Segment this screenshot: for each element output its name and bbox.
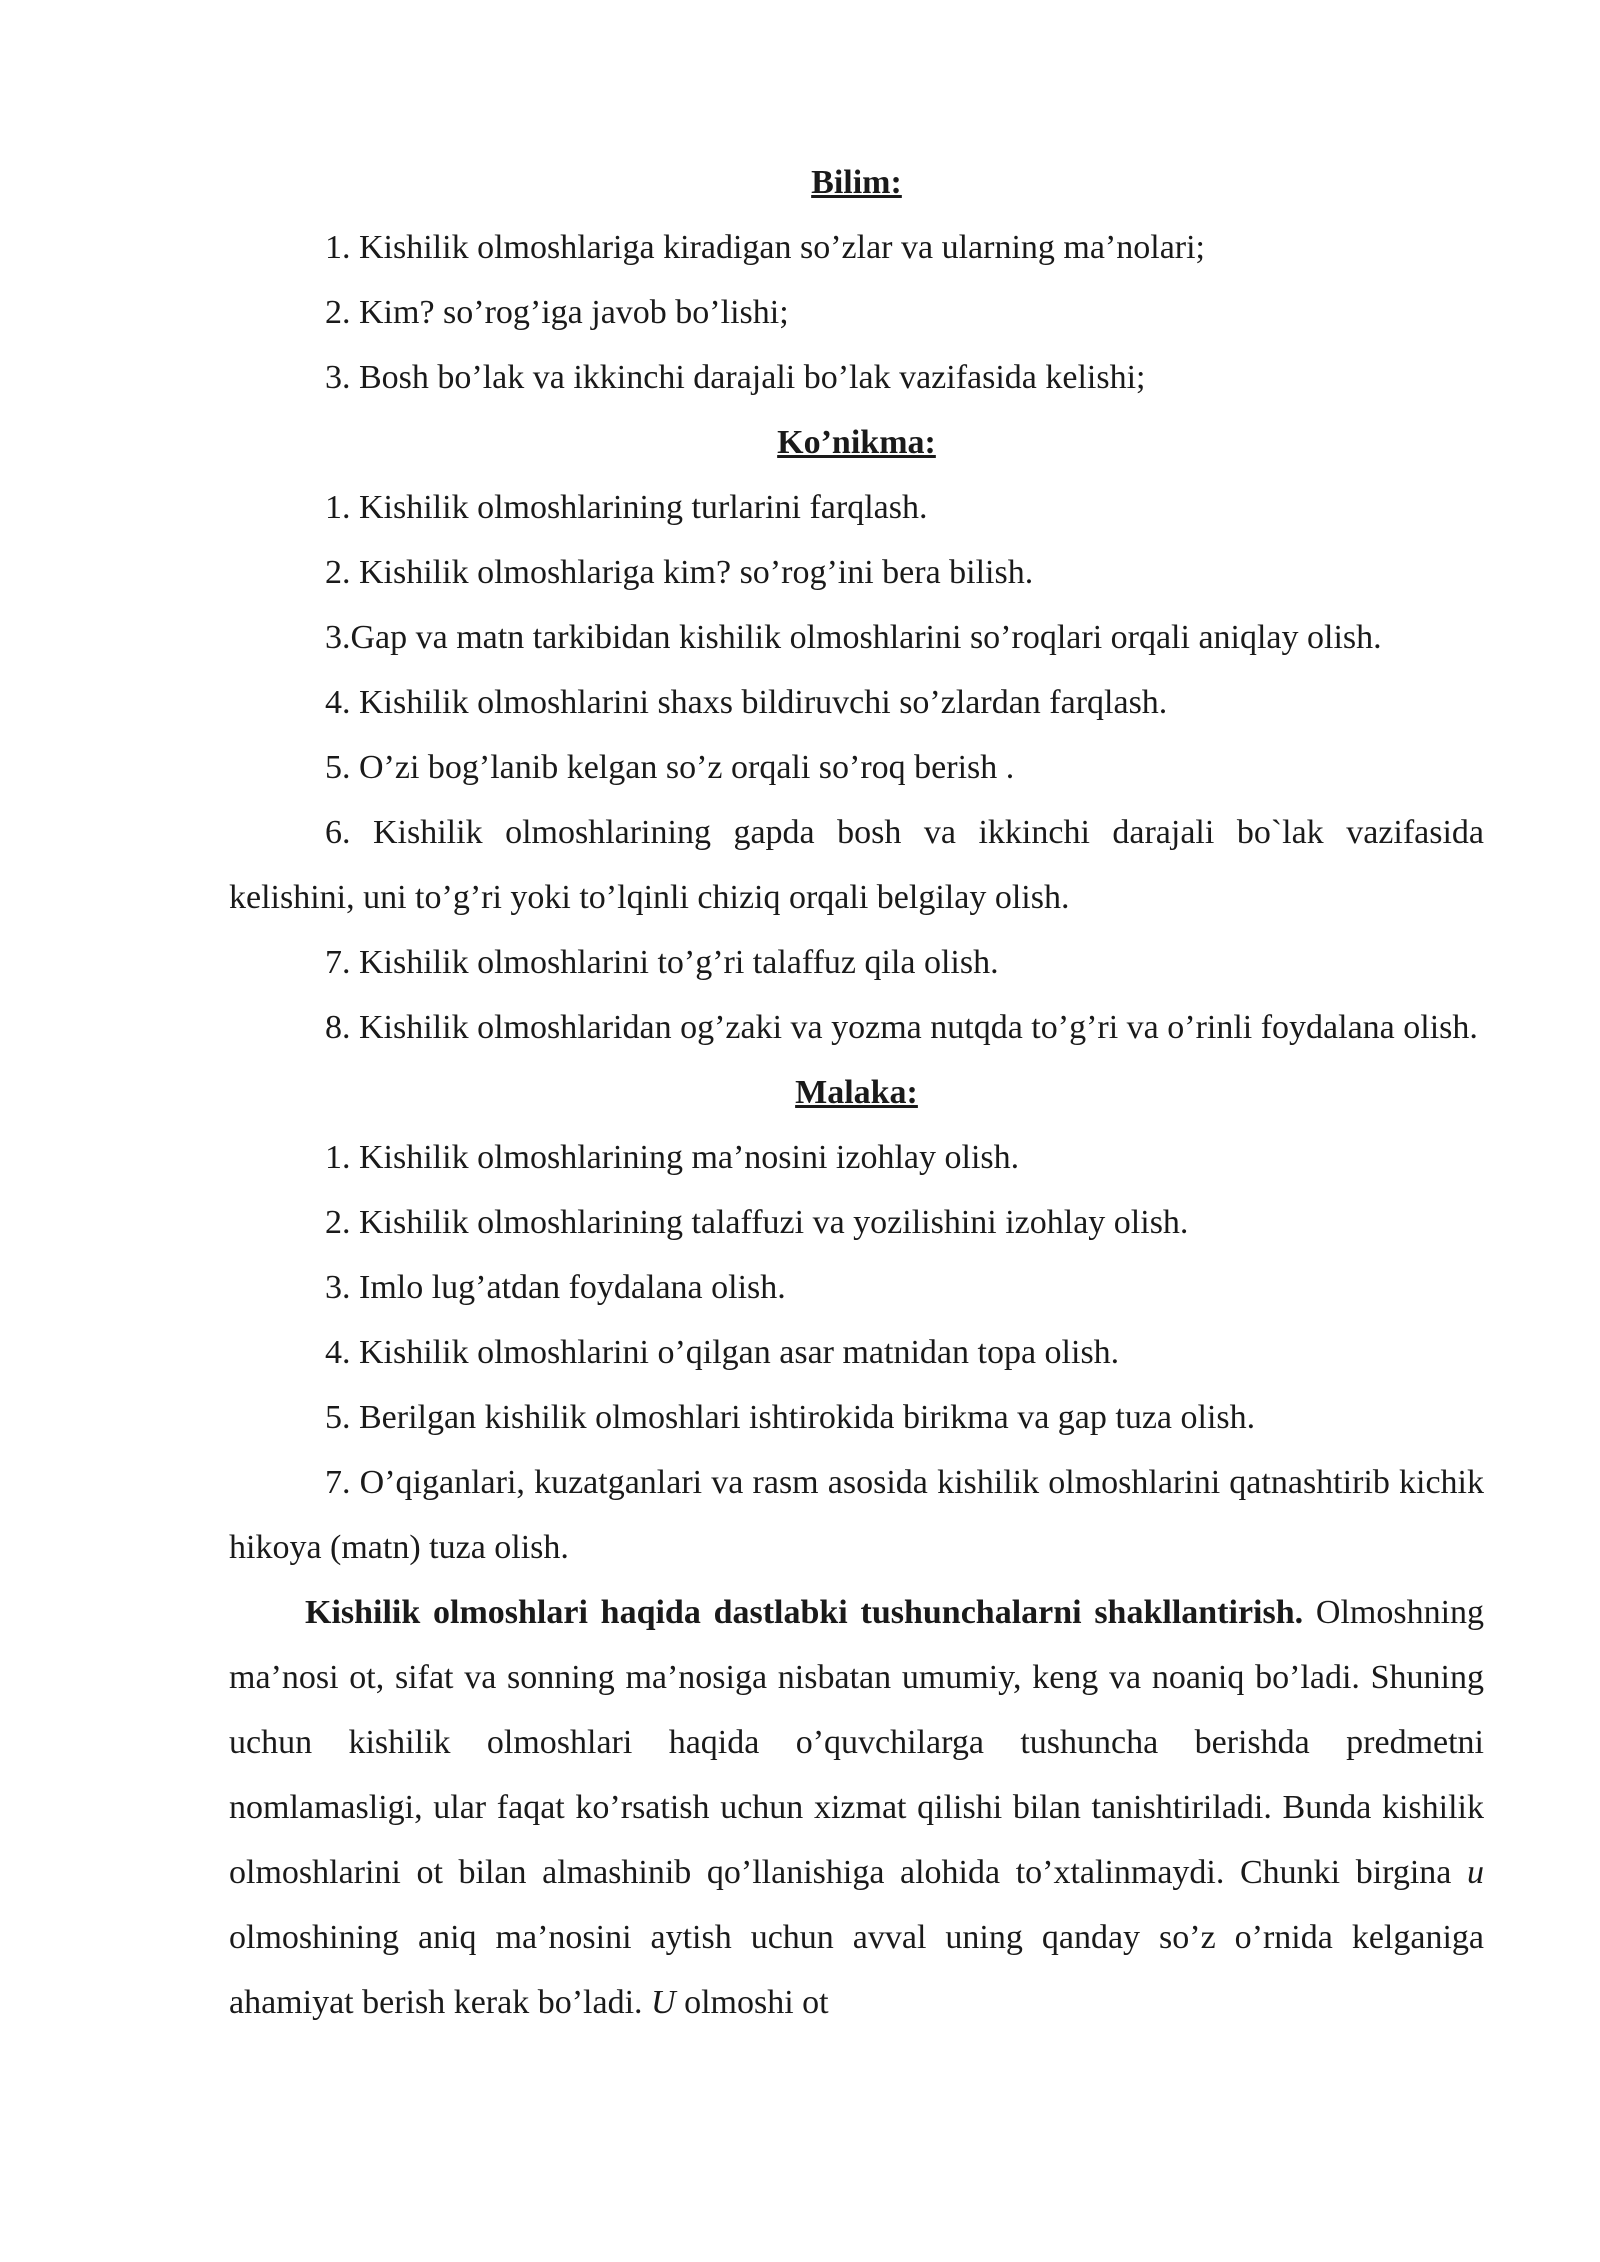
list-item: 5. Berilgan kishilik olmoshlari ishtirokida birikma va gap tuza olish. <box>325 1399 1256 1436</box>
document-page <box>229 150 1484 2035</box>
list-item: 5. O’zi bog’lanib kelgan so’z orqali so’roq berish . <box>325 749 1015 786</box>
paragraph-italic-term: u <box>1467 1854 1484 1891</box>
section-heading-bilim: Bilim: <box>811 164 902 201</box>
list-item: 3. Imlo lug’atdan foydalana olish. <box>325 1269 786 1306</box>
list-item: 1. Kishilik olmoshlarining turlarini farqlash. <box>325 489 928 526</box>
paragraph-text: Olmoshning ma’nosi ot, sifat va sonning ma’nosiga nisbatan umumiy, keng va noaniq bo’ladi. Shuning uchun kishilik olmoshlari haqida o’quvchilarga tushuncha berishda predmetni nomlamasligi, ular faqat ko’rsatish uchun xizmat qilishi bilan tanishtiriladi. Bunda kishilik olmoshlarini ot bilan almashinib qo’llanishiga alohida to’xtalinmaydi. Chunki birgina <box>229 1594 1485 1891</box>
list-item: 1. Kishilik olmoshlarining ma’nosini izohlay olish. <box>325 1139 1020 1176</box>
body-paragraph <box>229 1580 1484 2035</box>
list-item: 2. Kishilik olmoshlariga kim? so’rog’ini bera bilish. <box>325 554 1034 591</box>
list-item: 3. Bosh bo’lak va ikkinchi darajali bo’lak vazifasida kelishi; <box>325 359 1146 396</box>
list-item: 4. Kishilik olmoshlarini shaxs bildiruvchi so’zlardan farqlash. <box>325 684 1168 721</box>
section-heading-konikma: Ko’nikma: <box>777 424 936 461</box>
list-item: 7. O’qiganlari, kuzatganlari va rasm asosida kishilik olmoshlarini qatnashtirib kichik hikoya (matn) tuza olish. <box>229 1464 1484 1566</box>
list-item: 7. Kishilik olmoshlarini to’g’ri talaffuz qila olish. <box>325 944 999 981</box>
list-item: 8. Kishilik olmoshlaridan og’zaki va yozma nutqda to’g’ri va o’rinli foydalana olish. <box>325 1009 1478 1046</box>
paragraph-italic-term: U <box>651 1984 676 2021</box>
list-item: 4. Kishilik olmoshlarini o’qilgan asar matnidan topa olish. <box>325 1334 1120 1371</box>
paragraph-text: olmoshining aniq ma’nosini aytish uchun avval uning qanday so’z o’rnida kelganiga ahamiyat berish kerak bo’ladi. <box>229 1919 1484 2021</box>
list-item: 2. Kishilik olmoshlarining talaffuzi va yozilishini izohlay olish. <box>325 1204 1189 1241</box>
paragraph-text: olmoshi ot <box>675 1984 829 2021</box>
paragraph-lead: Kishilik olmoshlari haqida dastlabki tushunchalarni shakllantirish. <box>305 1594 1304 1631</box>
list-item: 6. Kishilik olmoshlarining gapda bosh va ikkinchi darajali bo`lak vazifasida kelishini, uni to’g’ri yoki to’lqinli chiziq orqali belgilay olish. <box>229 814 1484 916</box>
section-heading-malaka: Malaka: <box>795 1074 918 1111</box>
list-item: 3.Gap va matn tarkibidan kishilik olmoshlarini so’roqlari orqali aniqlay olish. <box>325 619 1382 656</box>
list-item: 1. Kishilik olmoshlariga kiradigan so’zlar va ularning ma’nolari; <box>325 229 1205 266</box>
list-item: 2. Kim? so’rog’iga javob bo’lishi; <box>325 294 789 331</box>
